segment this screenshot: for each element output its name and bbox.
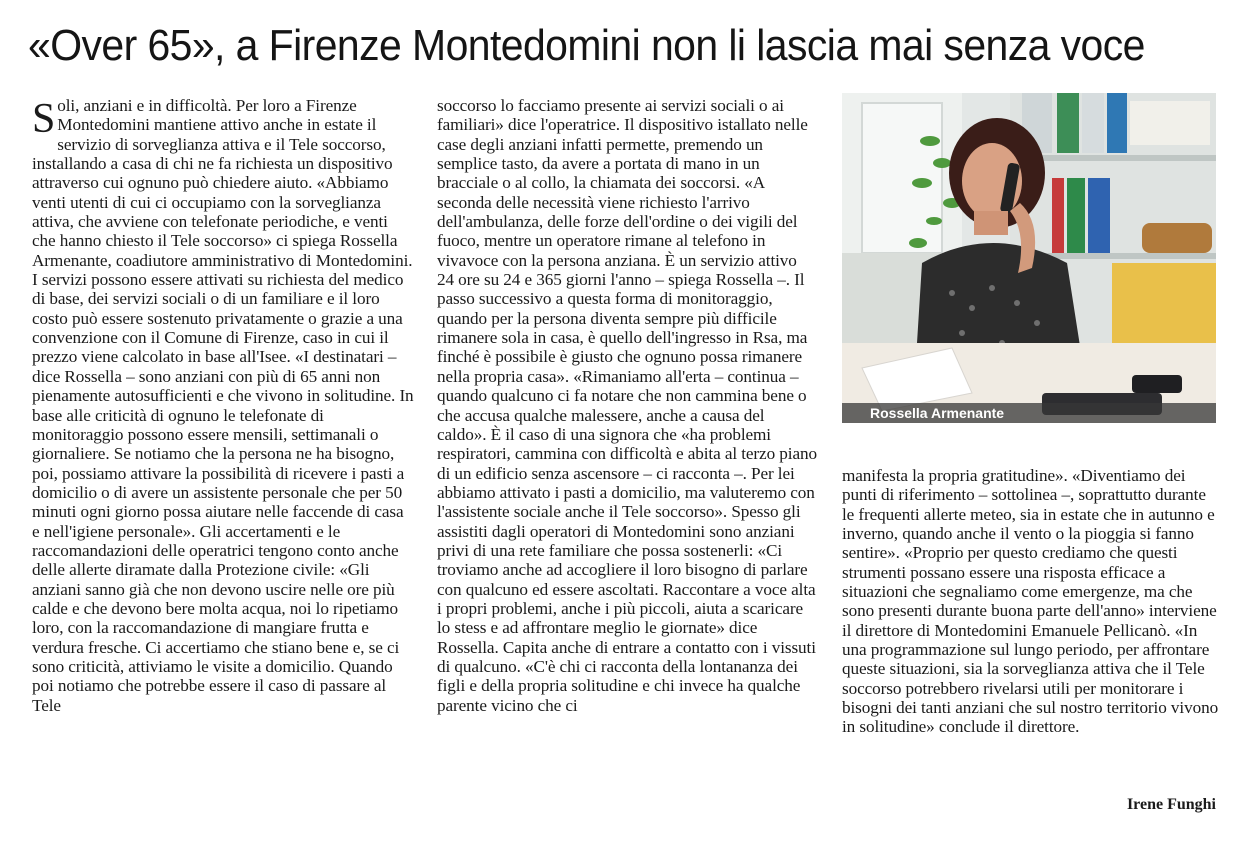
column-1-text: oli, anziani e in difficoltà. Per loro a Firenze Montedomini mantiene attivo anche in estate il servizio di sorveglianza attiva e il Tele soccorso, installando a casa di chi ne fa richiesta un dispositivo attraverso cui ognuno può chiedere aiuto. «Abbiamo venti utenti di cui ci occupiamo con la sorveglianza attiva, che avviene con telefonate periodiche, e venti che hanno chiesto il Tele soccorso» ci spiega Rossella Armenante, coadiutore amministrativo di Montedomini. I servizi possono essere attivati su richiesta del medico di base, dei servizi sociali o di un familiare e il loro costo può essere sostenuto privatamente o grazie a una convenzione con il Comune di Firenze, caso in cui il prezzo viene calcolato in base all'Isee. «I destinatari – dice Rossella – sono anziani con più di 65 anni non pienamente autosufficienti e che vivono in solitudine. In base alle criticità di ognuno le telefonate di monitoraggio possono essere mensili, settimanali o giornaliere. Se notiamo che la persona ne ha bisogno, poi, possiamo attivare la possibilità di ricevere i pasti a domicilio o di avere un assistente personale che per 50 minuti ogni giorno possa aiutare nelle faccende di casa e nell'igiene personale». Gli accertamenti e le raccomandazioni delle operatrici tengono conto anche delle allerte diramate dalla Protezione civile: «Gli anziani sanno già che non devono uscire nelle ore più calde e che devono bere molta acqua, noi lo ripetiamo loro, con la raccomandazione di mangiare frutta e verdura fresche. Ci accertiamo che stiano bene e, se ci sono criticità, attiviamo le visite a domicilio. Quando poi notiamo che potrebbe essere il caso di passare al Tele [32, 96, 414, 715]
article-column-1 [32, 96, 414, 715]
article-column-3 [842, 466, 1222, 737]
article-photo [842, 93, 1216, 423]
drop-cap: S [32, 96, 56, 142]
photo-illustration [842, 93, 1216, 423]
headline: «Over 65», a Firenze Montedomini non li lascia mai senza voce [28, 21, 1145, 70]
column-2-text: soccorso lo facciamo presente ai servizi sociali o ai familiari» dice l'operatrice. Il dispositivo istallato nelle case degli anziani infatti permette, premendo un semplice tasto, da avere a portata di mano in un bracciale o al collo, la chiamata dei soccorsi. «A seconda delle necessità viene richiesto l'arrivo dell'ambulanza, delle forze dell'ordine o dei vigili del fuoco, mentre un operatore rimane al telefono in vivavoce con la persona anziana. È un servizio attivo 24 ore su 24 e 365 giorni l'anno – spiega Rossella –. Il passo successivo a questa forma di monitoraggio, quando per la persona diventa sempre più difficile rimanere sola in casa, è quello dell'ingresso in Rsa, ma finché è possibile è giusto che ognuno possa rimanere nella propria casa». «Rimaniamo all'erta – continua – quando qualcuno ci fa notare che non cammina bene o che accusa qualche malessere, anche a causa del caldo». È il caso di una signora che «ha problemi respiratori, cammina con difficoltà e abita al terzo piano di un edificio senza ascensore – ci racconta –. Per lei abbiamo attivato i pasti a domicilio, ma valuteremo con l'assistente sociale anche il Tele soccorso». Spesso gli assistiti dagli operatori di Montedomini sono anziani privi di una rete familiare che possa sostenerli: «Ci troviamo anche ad accogliere il loro bisogno di parlare con qualcuno ed essere ascoltati. Raccontare a voce alta i propri problemi, anche i più piccoli, aiuta a scaricare lo stess e ad affrontare meglio le giornate» dice Rossella. Capita anche di entrare a contatto con i vissuti di qualcuno. «C'è chi ci racconta della lontananza dei figli e della propria solitudine e chi invece ha qualche parente vicino che ci [437, 96, 817, 715]
byline: Irene Funghi [1126, 796, 1216, 813]
article-column-2 [437, 96, 817, 715]
column-3-text: manifesta la propria gratitudine». «Diventiamo dei punti di riferimento – sottolinea –, soprattutto durante le frequenti allerte meteo, sia in estate che in autunno e inverno, quando anche il vento o la pioggia si fanno sentire». «Proprio per questo crediamo che questi strumenti possano essere una risposta efficace a situazioni che segnaliamo come emergenze, ma che sono presenti durante buona parte dell'anno» interviene il direttore di Montedomini Emanuele Pellicanò. «In una programmazione sul lungo periodo, per affrontare queste situazioni, sia la sorveglianza attiva che il Tele soccorso potrebbero rivelarsi utili per monitorare i bisogni dei tanti anziani che sul nostro territorio vivono in solitudine» conclude il direttore. [842, 466, 1219, 737]
photo-caption: Rossella Armenante [842, 403, 1216, 423]
